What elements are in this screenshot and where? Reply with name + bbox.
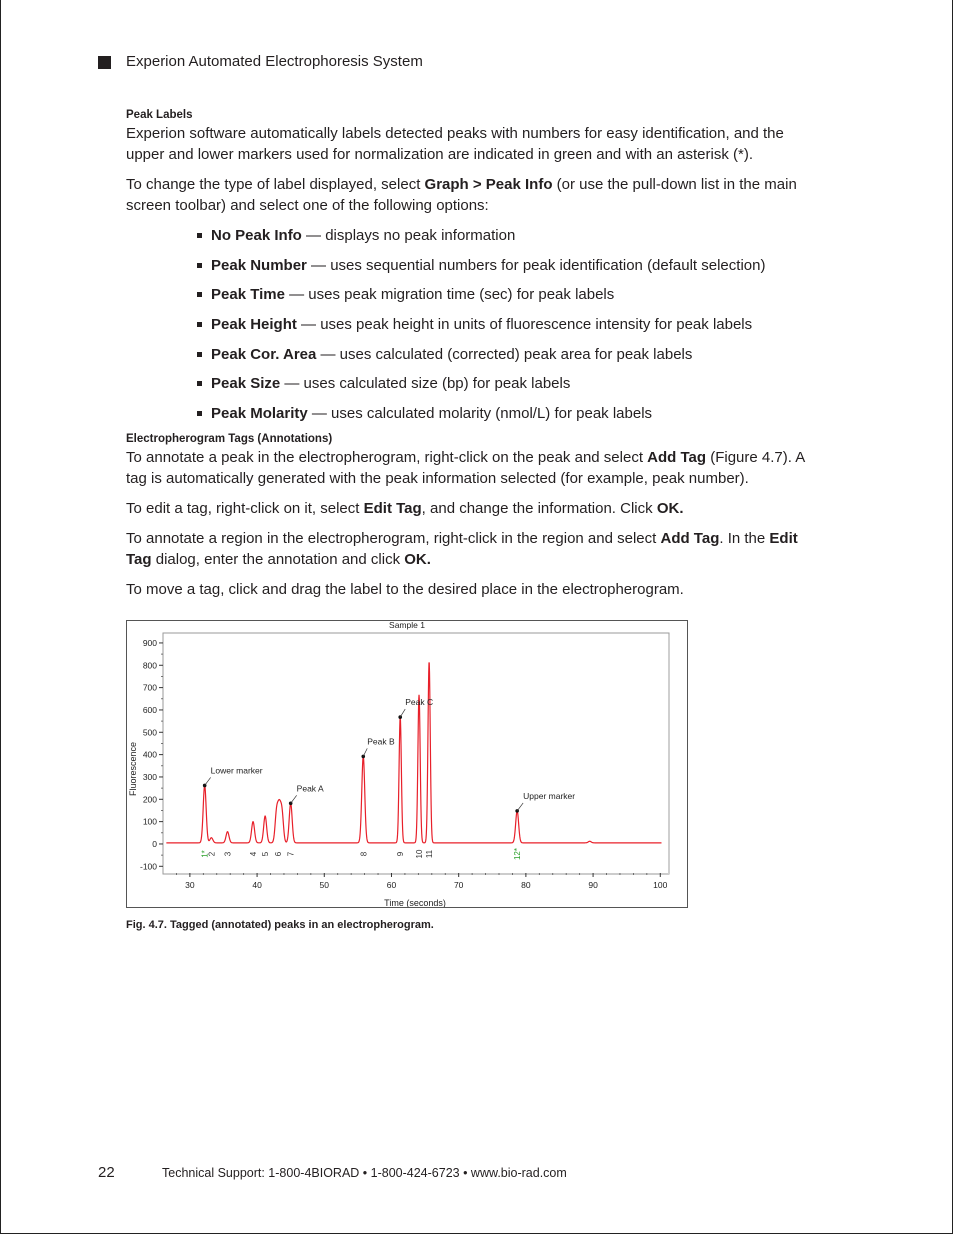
- electropherogram-figure: [126, 620, 688, 908]
- list-item: No Peak Info — displays no peak information: [197, 225, 826, 246]
- y-axis-label: Fluorescence: [128, 741, 138, 797]
- y-tick-label: 900: [142, 637, 157, 648]
- x-tick-label: 30: [185, 880, 195, 890]
- annotation-label: Lower marker: [210, 765, 263, 776]
- x-tick-label: 80: [521, 880, 531, 890]
- paragraph-peak-labels-intro: Experion software automatically labels detected peaks with numbers for easy identification, and the upper and lower markers used for normalization are indicated in green and with an asterisk (*).: [126, 125, 784, 163]
- y-tick-label: 700: [142, 682, 157, 693]
- annotation-leader: [363, 748, 367, 756]
- paragraph-annotate-region: To annotate a region in the electropherogram, right-click in the region and select Add Tag. In the Edit Tag dialog, enter the annotation and click OK.: [126, 529, 798, 568]
- annotation-leader: [291, 795, 297, 803]
- header-square-icon: [98, 56, 111, 69]
- x-tick-label: 90: [588, 880, 598, 890]
- annotation-point: [361, 755, 365, 759]
- y-tick-label: 500: [142, 727, 157, 738]
- section-heading-tags: Electropherogram Tags (Annotations): [126, 432, 333, 445]
- x-tick-label: 60: [386, 880, 397, 890]
- peak-number-label: 5: [261, 851, 271, 857]
- menu-path-graph-peak-info: Graph > Peak Info: [424, 176, 553, 193]
- x-tick-label: 70: [453, 880, 464, 890]
- peak-number-label: 2: [207, 851, 217, 857]
- paragraph-move-tag: To move a tag, click and drag the label to the desired place in the electropherogram.: [126, 580, 684, 598]
- annotation-label: Peak B: [367, 736, 395, 747]
- electropherogram-chart: [127, 621, 687, 907]
- y-tick-label: 0: [152, 838, 157, 849]
- list-item: Peak Molarity — uses calculated molarity (nmol/L) for peak labels: [197, 403, 826, 424]
- y-tick-label: 400: [142, 749, 157, 760]
- section-heading-peak-labels: Peak Labels: [126, 109, 193, 121]
- x-tick-label: 40: [252, 880, 262, 890]
- peak-number-label: 3: [223, 851, 233, 857]
- peak-number-label: 8: [359, 851, 369, 857]
- running-header: Experion Automated Electrophoresis System: [126, 53, 423, 70]
- peak-info-options-list: [126, 225, 826, 424]
- x-tick-label: 50: [319, 880, 330, 890]
- peak-number-label: 10: [415, 849, 425, 859]
- y-tick-label: 100: [142, 816, 157, 827]
- list-item: Peak Time — uses peak migration time (sec) for peak labels: [197, 284, 826, 305]
- y-tick-label: 600: [142, 704, 157, 715]
- x-tick-label: 100: [653, 880, 668, 890]
- annotation-label: Upper marker: [523, 790, 576, 801]
- chart-title: Sample 1: [389, 621, 425, 630]
- page-content: [126, 107, 826, 609]
- y-tick-label: 800: [142, 660, 157, 671]
- peak-number-label: 7: [286, 851, 296, 857]
- figure-caption: Fig. 4.7. Tagged (annotated) peaks in an electropherogram.: [126, 919, 434, 931]
- list-item: Peak Number — uses sequential numbers for peak identification (default selection): [197, 255, 826, 276]
- peak-number-label: 12*: [513, 848, 523, 861]
- peak-number-label: 11: [425, 849, 435, 859]
- annotation-leader: [517, 803, 523, 811]
- annotation-leader: [205, 777, 211, 785]
- peak-number-label: 1*: [200, 850, 210, 858]
- electropherogram-trace: [166, 663, 661, 843]
- marks-group: [166, 663, 661, 860]
- annotation-label: Peak A: [296, 783, 324, 794]
- list-item: Peak Size — uses calculated size (bp) for peak labels: [197, 373, 826, 394]
- footer-support-text: Technical Support: 1-800-4BIORAD • 1-800-424-6723 • www.bio-rad.com: [162, 1166, 567, 1180]
- paragraph-edit-tag: To edit a tag, right-click on it, select Edit Tag, and change the information. Click OK.: [126, 499, 684, 517]
- x-axis-label: Time (seconds): [384, 898, 446, 907]
- annotation-label: Peak C: [405, 697, 434, 708]
- y-tick-label: 200: [142, 794, 157, 805]
- y-tick-label: -100: [139, 861, 157, 872]
- paragraph-change-label-type: To change the type of label displayed, select Graph > Peak Info (or use the pull-down list in the main screen toolbar) and select one of the following options:: [126, 176, 797, 214]
- page-number: 22: [98, 1164, 115, 1181]
- paragraph-add-tag: To annotate a peak in the electropherogram, right-click on the peak and select Add Tag (Figure 4.7). A tag is automatically generated with the peak information selected (for example, peak number).: [126, 448, 805, 487]
- list-item: Peak Cor. Area — uses calculated (corrected) peak area for peak labels: [197, 344, 826, 365]
- peak-number-label: 4: [249, 851, 259, 857]
- peak-number-label: 6: [273, 851, 283, 857]
- list-item: Peak Height — uses peak height in units of fluorescence intensity for peak labels: [197, 314, 826, 335]
- annotation-leader: [400, 709, 405, 717]
- y-tick-label: 300: [142, 771, 157, 782]
- peak-number-label: 9: [396, 851, 406, 857]
